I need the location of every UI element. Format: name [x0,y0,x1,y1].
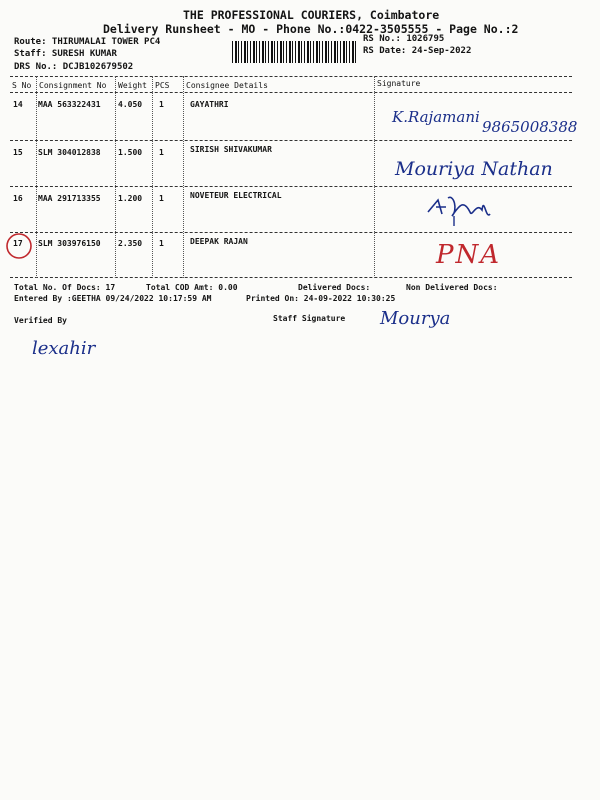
staff-signature-label: Staff Signature [273,314,346,323]
col-weight: Weight [118,81,147,90]
route-label: Route: THIRUMALAI TOWER PC4 [14,37,161,47]
printed-on: Printed On: 24-09-2022 10:30:25 [246,294,396,303]
signature-row17: PNA [436,240,502,270]
row-weight: 4.050 [118,100,143,109]
row-consignee: NOVETEUR ELECTRICAL [190,191,282,200]
verified-by-label: Verified By [14,316,67,325]
phone-row14: 9865008388 [482,118,578,136]
row-consignee: SIRISH SHIVAKUMAR [190,145,272,154]
column-divider [115,76,116,278]
row-consignment: MAA 563322431 [38,100,101,109]
runsheet-title: Delivery Runsheet - MO - Phone No.:0422-3505555 - Page No.:2 [103,22,519,36]
row-divider [10,186,572,187]
row-sno: 16 [13,194,23,203]
col-consignment: Consignment No [39,81,107,90]
table-header-border [10,92,572,93]
row-divider [10,232,572,233]
staff-label: Staff: SURESH KUMAR [14,49,117,59]
col-pcs: PCS [155,81,170,90]
column-divider [374,76,375,278]
delivered-docs: Delivered Docs: [298,283,371,292]
row-consignment: SLM 303976150 [38,239,101,248]
row-sno: 17 [13,239,23,248]
row-consignee: GAYATHRI [190,100,229,109]
column-divider [152,76,153,278]
signature-row15: Mouriya Nathan [395,158,553,180]
total-docs: Total No. Of Docs: 17 [14,283,116,292]
row-weight: 2.350 [118,239,143,248]
row-consignment: MAA 291713355 [38,194,101,203]
col-signature: Signature [377,79,421,88]
column-divider [183,76,184,278]
col-sno: S No [12,81,32,90]
row-sno: 15 [13,148,23,157]
red-circle-mark [4,231,34,261]
company-title: THE PROFESSIONAL COURIERS, Coimbatore [183,8,440,22]
rs-date: RS Date: 24-Sep-2022 [363,46,472,56]
row-consignee: DEEPAK RAJAN [190,237,248,246]
row-divider [10,140,572,141]
row-pcs: 1 [159,148,164,157]
col-consignee: Consignee Details [186,81,268,90]
row-weight: 1.200 [118,194,143,203]
table-bottom-border [10,277,572,278]
row-pcs: 1 [159,194,164,203]
row-sno: 14 [13,100,23,109]
table-top-border [10,76,572,77]
entered-by: Entered By :GEETHA 09/24/2022 10:17:59 AM [14,294,212,303]
total-cod: Total COD Amt: 0.00 [146,283,238,292]
row-weight: 1.500 [118,148,143,157]
barcode [232,41,357,63]
staff-signature: Mourya [380,308,451,329]
signature-row16 [424,190,494,230]
drs-label: DRS No.: DCJB102679502 [14,62,134,72]
non-delivered-docs: Non Delivered Docs: [406,283,498,292]
column-divider [36,76,37,278]
rs-number: RS No.: 1026795 [363,34,445,44]
row-pcs: 1 [159,100,164,109]
row-consignment: SLM 304012838 [38,148,101,157]
signature-row14: K.Rajamani [392,108,480,126]
row-pcs: 1 [159,239,164,248]
verified-signature: lexahir [32,338,96,359]
